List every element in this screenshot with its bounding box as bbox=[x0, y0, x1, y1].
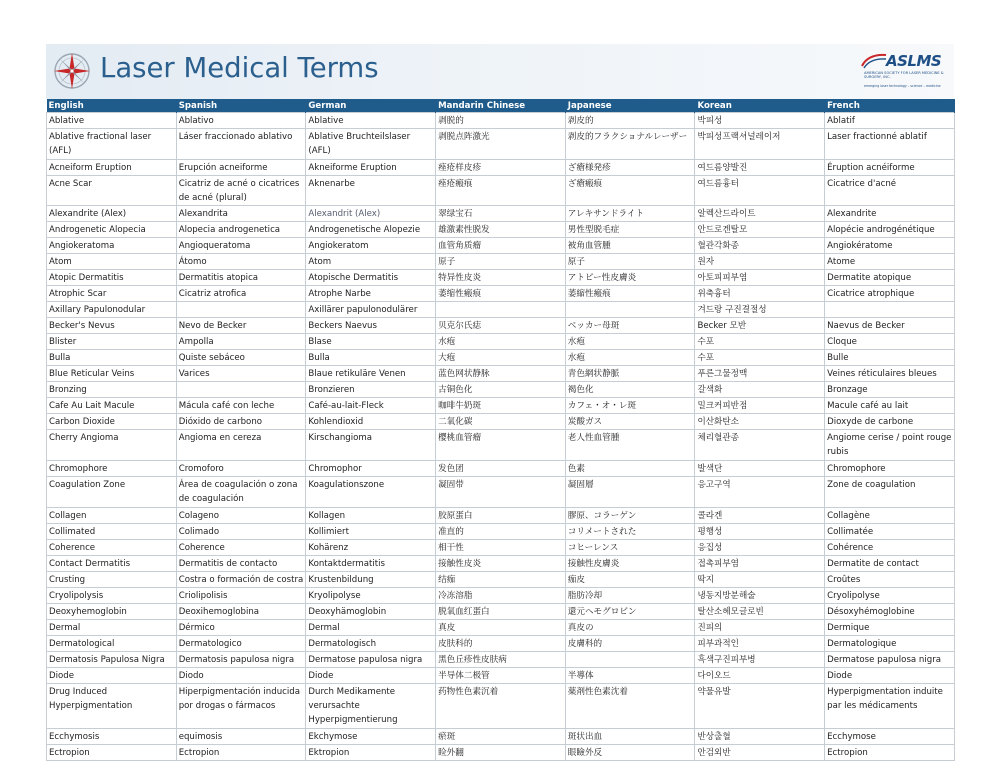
cell-english: Chromophore bbox=[47, 461, 177, 477]
cell-spanish: Nevo de Becker bbox=[176, 318, 306, 334]
page-header bbox=[46, 44, 954, 99]
cell-english: Dermatosis Papulosa Nigra bbox=[47, 651, 177, 667]
column-header-french: French bbox=[825, 99, 955, 113]
cell-english: Ablative bbox=[47, 113, 177, 129]
cell-spanish: Coherence bbox=[176, 539, 306, 555]
cell-spanish: Erupción acneiforme bbox=[176, 159, 306, 175]
cell-english: Bulla bbox=[47, 350, 177, 366]
cell-english: Deoxyhemoglobin bbox=[47, 603, 177, 619]
cell-french: Angiome cerise / point rouge rubis bbox=[825, 430, 955, 461]
cell-german: Bulla bbox=[306, 350, 436, 366]
table-row bbox=[47, 129, 955, 160]
column-header-german: German bbox=[306, 99, 436, 113]
cell-japanese: 被角血管腫 bbox=[565, 238, 695, 254]
column-header-korean: Korean bbox=[695, 99, 825, 113]
cell-german: Kryolipolyse bbox=[306, 587, 436, 603]
table-row bbox=[47, 507, 955, 523]
cell-english: Cherry Angioma bbox=[47, 430, 177, 461]
cell-mandarin: 真皮 bbox=[436, 619, 566, 635]
cell-korean: 흑색구진피부병 bbox=[695, 651, 825, 667]
cell-korean: 반상출혈 bbox=[695, 729, 825, 745]
cell-english: Collimated bbox=[47, 523, 177, 539]
cell-english: Alexandrite (Alex) bbox=[47, 206, 177, 222]
table-header-row bbox=[47, 99, 955, 113]
cell-korean: 발색단 bbox=[695, 461, 825, 477]
cell-german: Chromophor bbox=[306, 461, 436, 477]
cell-english: Acne Scar bbox=[47, 175, 177, 206]
cell-english: Axillary Papulonodular bbox=[47, 302, 177, 318]
cell-korean: 체리혈관종 bbox=[695, 430, 825, 461]
cell-spanish: Quiste sebáceo bbox=[176, 350, 306, 366]
table-body bbox=[47, 113, 955, 761]
cell-german: Deoxyhämoglobin bbox=[306, 603, 436, 619]
cell-mandarin: 剥脱的 bbox=[436, 113, 566, 129]
cell-english: Ectropion bbox=[47, 745, 177, 761]
cell-japanese: 半導体 bbox=[565, 667, 695, 683]
cell-french: Dermatose papulosa nigra bbox=[825, 651, 955, 667]
cell-korean: 다이오드 bbox=[695, 667, 825, 683]
cell-spanish: Dermatitis de contacto bbox=[176, 555, 306, 571]
cell-korean: 응집성 bbox=[695, 539, 825, 555]
cell-mandarin: 原子 bbox=[436, 254, 566, 270]
cell-french: Alopécie androgénétique bbox=[825, 222, 955, 238]
cell-french: Collagène bbox=[825, 507, 955, 523]
cell-mandarin: 大疱 bbox=[436, 350, 566, 366]
table-row bbox=[47, 523, 955, 539]
cell-mandarin: 结痂 bbox=[436, 571, 566, 587]
cell-mandarin: 黑色丘疹性皮肤病 bbox=[436, 651, 566, 667]
cell-french: Dioxyde de carbone bbox=[825, 414, 955, 430]
cell-english: Coagulation Zone bbox=[47, 477, 177, 508]
cell-japanese: 老人性血管腫 bbox=[565, 430, 695, 461]
table-row bbox=[47, 414, 955, 430]
cell-korean: 탈산소헤모글로빈 bbox=[695, 603, 825, 619]
table-row bbox=[47, 113, 955, 129]
cell-spanish: Angioma en cereza bbox=[176, 430, 306, 461]
table-row bbox=[47, 175, 955, 206]
table-row bbox=[47, 667, 955, 683]
cell-japanese: 炭酸ガス bbox=[565, 414, 695, 430]
cell-french: Atome bbox=[825, 254, 955, 270]
cell-korean: 수포 bbox=[695, 350, 825, 366]
cell-spanish bbox=[176, 302, 306, 318]
cell-spanish: Mácula café con leche bbox=[176, 398, 306, 414]
cell-french: Diode bbox=[825, 667, 955, 683]
cell-mandarin: 水疱 bbox=[436, 334, 566, 350]
logo-name: ASLMS bbox=[886, 52, 942, 70]
cell-korean: 여드름양발진 bbox=[695, 159, 825, 175]
cell-german: Kohlendioxid bbox=[306, 414, 436, 430]
table-row bbox=[47, 286, 955, 302]
cell-japanese: 青色網状静脈 bbox=[565, 366, 695, 382]
cell-mandarin: 接触性皮炎 bbox=[436, 555, 566, 571]
cell-german: Ablative Bruchteilslaser (AFL) bbox=[306, 129, 436, 160]
cell-german: Kirschangioma bbox=[306, 430, 436, 461]
cell-french: Éruption acnéiforme bbox=[825, 159, 955, 175]
cell-french: Veines réticulaires bleues bbox=[825, 366, 955, 382]
cell-english: Diode bbox=[47, 667, 177, 683]
cell-mandarin: 樱桃血管瘤 bbox=[436, 430, 566, 461]
cell-spanish: Hiperpigmentación inducida por drogas o fármacos bbox=[176, 683, 306, 729]
table-row bbox=[47, 350, 955, 366]
cell-japanese: 真皮の bbox=[565, 619, 695, 635]
cell-japanese: 眼瞼外反 bbox=[565, 745, 695, 761]
cell-korean: 이산화탄소 bbox=[695, 414, 825, 430]
cell-french: Croûtes bbox=[825, 571, 955, 587]
cell-french: Dermatite de contact bbox=[825, 555, 955, 571]
logo-tagline: emerging laser technology – science – medicine bbox=[864, 84, 941, 88]
column-header-english: English bbox=[47, 99, 177, 113]
cell-korean: 안검외반 bbox=[695, 745, 825, 761]
column-header-spanish: Spanish bbox=[176, 99, 306, 113]
cell-japanese bbox=[565, 302, 695, 318]
cell-german: Atrophe Narbe bbox=[306, 286, 436, 302]
cell-german: Aknenarbe bbox=[306, 175, 436, 206]
cell-french: Cryolipolyse bbox=[825, 587, 955, 603]
cell-japanese: 水疱 bbox=[565, 334, 695, 350]
cell-japanese: 男性型脱毛症 bbox=[565, 222, 695, 238]
cell-spanish: Alopecia androgenetica bbox=[176, 222, 306, 238]
cell-korean: 갈색화 bbox=[695, 382, 825, 398]
cell-french: Ecchymose bbox=[825, 729, 955, 745]
cell-german: Akneiforme Eruption bbox=[306, 159, 436, 175]
cell-korean: 수포 bbox=[695, 334, 825, 350]
cell-german: Atopische Dermatitis bbox=[306, 270, 436, 286]
cell-german: Kollimiert bbox=[306, 523, 436, 539]
cell-english: Ablative fractional laser (AFL) bbox=[47, 129, 177, 160]
cell-spanish: Cicatriz atrofica bbox=[176, 286, 306, 302]
table-row bbox=[47, 334, 955, 350]
cell-english: Blister bbox=[47, 334, 177, 350]
cell-french: Dermatite atopique bbox=[825, 270, 955, 286]
cell-spanish: Dióxido de carbono bbox=[176, 414, 306, 430]
cell-korean: 위축흉터 bbox=[695, 286, 825, 302]
cell-japanese: 還元ヘモグロビン bbox=[565, 603, 695, 619]
table-row bbox=[47, 571, 955, 587]
cell-mandarin: 血管角质瘤 bbox=[436, 238, 566, 254]
table-row bbox=[47, 555, 955, 571]
cell-mandarin: 睑外翻 bbox=[436, 745, 566, 761]
aslms-logo bbox=[856, 52, 944, 92]
table-row bbox=[47, 318, 955, 334]
cell-korean: 박피성프랙셔널레이저 bbox=[695, 129, 825, 160]
cell-japanese: 痂皮 bbox=[565, 571, 695, 587]
cell-spanish: equimosis bbox=[176, 729, 306, 745]
cell-mandarin: 准直的 bbox=[436, 523, 566, 539]
cell-mandarin: 贝克尔氏痣 bbox=[436, 318, 566, 334]
cell-japanese: ざ瘡様発疹 bbox=[565, 159, 695, 175]
cell-french: Ectropion bbox=[825, 745, 955, 761]
cell-french: Laser fractionné ablatif bbox=[825, 129, 955, 160]
table-row bbox=[47, 683, 955, 729]
cell-german: Dermal bbox=[306, 619, 436, 635]
cell-mandarin: 蓝色网状静脉 bbox=[436, 366, 566, 382]
cell-spanish: Ectropion bbox=[176, 745, 306, 761]
table-row bbox=[47, 651, 955, 667]
cell-korean: 겨드랑 구진결절성 bbox=[695, 302, 825, 318]
cell-japanese: アトピー性皮膚炎 bbox=[565, 270, 695, 286]
cell-mandarin: 咖啡牛奶斑 bbox=[436, 398, 566, 414]
cell-german: Blaue retikuläre Venen bbox=[306, 366, 436, 382]
cell-german: Durch Medikamente verursachte Hyperpigmentierung bbox=[306, 683, 436, 729]
cell-korean: 콜라겐 bbox=[695, 507, 825, 523]
cell-mandarin: 古铜色化 bbox=[436, 382, 566, 398]
cell-mandarin bbox=[436, 302, 566, 318]
cell-french: Dermique bbox=[825, 619, 955, 635]
cell-japanese: 脂肪冷却 bbox=[565, 587, 695, 603]
table-row bbox=[47, 270, 955, 286]
cell-german: Ektropion bbox=[306, 745, 436, 761]
cell-mandarin: 相干性 bbox=[436, 539, 566, 555]
cell-english: Contact Dermatitis bbox=[47, 555, 177, 571]
cell-french: Bronzage bbox=[825, 382, 955, 398]
cell-korean: 냉동지방분해술 bbox=[695, 587, 825, 603]
cell-french: Zone de coagulation bbox=[825, 477, 955, 508]
cell-english: Acneiform Eruption bbox=[47, 159, 177, 175]
cell-mandarin: 皮肤科的 bbox=[436, 635, 566, 651]
cell-japanese: 水疱 bbox=[565, 350, 695, 366]
cell-mandarin: 萎缩性瘢痕 bbox=[436, 286, 566, 302]
table-row bbox=[47, 477, 955, 508]
cell-german: Kollagen bbox=[306, 507, 436, 523]
cell-english: Atopic Dermatitis bbox=[47, 270, 177, 286]
cell-english: Cryolipolysis bbox=[47, 587, 177, 603]
cell-korean: 평행성 bbox=[695, 523, 825, 539]
cell-korean: 안드로겐탈모 bbox=[695, 222, 825, 238]
column-header-mandarin: Mandarin Chinese bbox=[436, 99, 566, 113]
cell-korean: 푸른그물정맥 bbox=[695, 366, 825, 382]
cell-spanish: Dermatosis papulosa nigra bbox=[176, 651, 306, 667]
column-header-japanese: Japanese bbox=[565, 99, 695, 113]
cell-spanish: Dermatitis atopica bbox=[176, 270, 306, 286]
cell-korean: 원자 bbox=[695, 254, 825, 270]
cell-mandarin: 脱氧血红蛋白 bbox=[436, 603, 566, 619]
logo-mark-icon bbox=[860, 52, 888, 70]
table-row bbox=[47, 382, 955, 398]
cell-french: Collimatée bbox=[825, 523, 955, 539]
table-row bbox=[47, 254, 955, 270]
cell-english: Crusting bbox=[47, 571, 177, 587]
cell-german: Beckers Naevus bbox=[306, 318, 436, 334]
cell-japanese: 膠原、コラーゲン bbox=[565, 507, 695, 523]
table-row bbox=[47, 461, 955, 477]
cell-spanish: Ablativo bbox=[176, 113, 306, 129]
cell-spanish: Cromoforo bbox=[176, 461, 306, 477]
cell-spanish: Criolipolisis bbox=[176, 587, 306, 603]
cell-spanish: Colimado bbox=[176, 523, 306, 539]
cell-spanish: Costra o formación de costra bbox=[176, 571, 306, 587]
table-row bbox=[47, 745, 955, 761]
cell-english: Carbon Dioxide bbox=[47, 414, 177, 430]
cell-german: Axillärer papulonodulärer bbox=[306, 302, 436, 318]
table-row bbox=[47, 398, 955, 414]
cell-japanese: 色素 bbox=[565, 461, 695, 477]
table-row bbox=[47, 603, 955, 619]
cell-english: Dermatological bbox=[47, 635, 177, 651]
cell-japanese: カフェ・オ・レ斑 bbox=[565, 398, 695, 414]
cell-spanish: Láser fraccionado ablativo bbox=[176, 129, 306, 160]
cell-french: Cohérence bbox=[825, 539, 955, 555]
cell-english: Drug Induced Hyperpigmentation bbox=[47, 683, 177, 729]
cell-japanese: 剥皮的 bbox=[565, 113, 695, 129]
terms-table bbox=[46, 99, 955, 761]
cell-english: Androgenetic Alopecia bbox=[47, 222, 177, 238]
cell-japanese: ベッカー母斑 bbox=[565, 318, 695, 334]
cell-korean: 피부과적인 bbox=[695, 635, 825, 651]
cell-japanese: 萎縮性瘢痕 bbox=[565, 286, 695, 302]
cell-korean: 여드름흉터 bbox=[695, 175, 825, 206]
cell-mandarin: 药物性色素沉着 bbox=[436, 683, 566, 729]
table-row bbox=[47, 619, 955, 635]
cell-german: Blase bbox=[306, 334, 436, 350]
cell-french: Hyperpigmentation induite par les médicaments bbox=[825, 683, 955, 729]
logo-subtitle: AMERICAN SOCIETY FOR LASER MEDICINE & SURGERY, INC. bbox=[864, 71, 944, 80]
cell-korean: 밀크커피반점 bbox=[695, 398, 825, 414]
cell-mandarin: 特异性皮炎 bbox=[436, 270, 566, 286]
cell-korean: 접촉피부염 bbox=[695, 555, 825, 571]
cell-german: Atom bbox=[306, 254, 436, 270]
cell-japanese: コヒーレンス bbox=[565, 539, 695, 555]
cell-english: Collagen bbox=[47, 507, 177, 523]
cell-japanese: アレキサンドライト bbox=[565, 206, 695, 222]
cell-korean: Becker 모반 bbox=[695, 318, 825, 334]
cell-german: Androgenetische Alopezie bbox=[306, 222, 436, 238]
cell-french: Ablatif bbox=[825, 113, 955, 129]
cell-spanish: Ampolla bbox=[176, 334, 306, 350]
cell-german: Alexandrit (Alex) bbox=[306, 206, 436, 222]
cell-english: Becker's Nevus bbox=[47, 318, 177, 334]
cell-mandarin: 瘀斑 bbox=[436, 729, 566, 745]
cell-japanese: 褐色化 bbox=[565, 382, 695, 398]
cell-french bbox=[825, 302, 955, 318]
cell-french: Dermatologique bbox=[825, 635, 955, 651]
cell-japanese: 接触性皮膚炎 bbox=[565, 555, 695, 571]
cell-mandarin: 雄激素性脱发 bbox=[436, 222, 566, 238]
cell-english: Dermal bbox=[47, 619, 177, 635]
cell-mandarin: 痤疮瘢痕 bbox=[436, 175, 566, 206]
cell-german: Ekchymose bbox=[306, 729, 436, 745]
cell-mandarin: 痤疮样皮疹 bbox=[436, 159, 566, 175]
cell-japanese: 原子 bbox=[565, 254, 695, 270]
cell-french: Alexandrite bbox=[825, 206, 955, 222]
cell-english: Coherence bbox=[47, 539, 177, 555]
table-row bbox=[47, 539, 955, 555]
cell-german: Krustenbildung bbox=[306, 571, 436, 587]
cell-german: Ablative bbox=[306, 113, 436, 129]
cell-german: Dermatologisch bbox=[306, 635, 436, 651]
cell-english: Blue Reticular Veins bbox=[47, 366, 177, 382]
cell-korean: 혈관각화종 bbox=[695, 238, 825, 254]
cell-japanese: 薬剤性色素沈着 bbox=[565, 683, 695, 729]
cell-french: Macule café au lait bbox=[825, 398, 955, 414]
cell-korean: 박피성 bbox=[695, 113, 825, 129]
table-row bbox=[47, 222, 955, 238]
cell-mandarin: 发色团 bbox=[436, 461, 566, 477]
table-row bbox=[47, 302, 955, 318]
cell-english: Cafe Au Lait Macule bbox=[47, 398, 177, 414]
cell-spanish: Dermatologico bbox=[176, 635, 306, 651]
cell-spanish: Alexandrita bbox=[176, 206, 306, 222]
page-title: Laser Medical Terms bbox=[100, 52, 379, 84]
table-row bbox=[47, 729, 955, 745]
cell-german: Koagulationszone bbox=[306, 477, 436, 508]
cell-english: Bronzing bbox=[47, 382, 177, 398]
table-row bbox=[47, 206, 955, 222]
cell-german: Café-au-lait-Fleck bbox=[306, 398, 436, 414]
cell-french: Angiokératome bbox=[825, 238, 955, 254]
cell-german: Angiokeratom bbox=[306, 238, 436, 254]
cell-english: Atom bbox=[47, 254, 177, 270]
cell-mandarin: 冷冻溶脂 bbox=[436, 587, 566, 603]
table-row bbox=[47, 635, 955, 651]
table-row bbox=[47, 366, 955, 382]
cell-mandarin: 半导体二极管 bbox=[436, 667, 566, 683]
cell-japanese: 斑状出血 bbox=[565, 729, 695, 745]
cell-japanese: 剥皮的フラクショナルレーザー bbox=[565, 129, 695, 160]
cell-german: Kohärenz bbox=[306, 539, 436, 555]
cell-spanish: Átomo bbox=[176, 254, 306, 270]
cell-french: Cicatrice d'acné bbox=[825, 175, 955, 206]
cell-spanish: Diodo bbox=[176, 667, 306, 683]
table-row bbox=[47, 587, 955, 603]
cell-spanish: Varices bbox=[176, 366, 306, 382]
cell-french: Cloque bbox=[825, 334, 955, 350]
cell-german: Bronzieren bbox=[306, 382, 436, 398]
cell-korean: 응고구역 bbox=[695, 477, 825, 508]
cell-japanese: 皮膚科的 bbox=[565, 635, 695, 651]
table-row bbox=[47, 159, 955, 175]
cell-spanish: Deoxihemoglobina bbox=[176, 603, 306, 619]
cell-english: Angiokeratoma bbox=[47, 238, 177, 254]
cell-japanese bbox=[565, 651, 695, 667]
table-row bbox=[47, 238, 955, 254]
cell-english: Ecchymosis bbox=[47, 729, 177, 745]
cell-french: Désoxyhémoglobine bbox=[825, 603, 955, 619]
cell-french: Bulle bbox=[825, 350, 955, 366]
cell-french: Cicatrice atrophique bbox=[825, 286, 955, 302]
cell-german: Diode bbox=[306, 667, 436, 683]
cell-spanish: Colageno bbox=[176, 507, 306, 523]
cell-spanish: Dérmico bbox=[176, 619, 306, 635]
cell-spanish: Cicatriz de acné o cicatrices de acné (plural) bbox=[176, 175, 306, 206]
cell-spanish: Área de coagulación o zona de coagulación bbox=[176, 477, 306, 508]
cell-spanish: Angioqueratoma bbox=[176, 238, 306, 254]
cell-mandarin: 剥脱点阵激光 bbox=[436, 129, 566, 160]
cell-mandarin: 凝固带 bbox=[436, 477, 566, 508]
compass-icon bbox=[52, 51, 92, 91]
cell-mandarin: 二氧化碳 bbox=[436, 414, 566, 430]
cell-japanese: ざ瘡瘢痕 bbox=[565, 175, 695, 206]
cell-mandarin: 翠绿宝石 bbox=[436, 206, 566, 222]
cell-mandarin: 胶原蛋白 bbox=[436, 507, 566, 523]
cell-korean: 진피의 bbox=[695, 619, 825, 635]
cell-korean: 아토피피부염 bbox=[695, 270, 825, 286]
cell-english: Atrophic Scar bbox=[47, 286, 177, 302]
cell-german: Kontaktdermatitis bbox=[306, 555, 436, 571]
cell-german: Dermatose papulosa nigra bbox=[306, 651, 436, 667]
cell-korean: 약물유발 bbox=[695, 683, 825, 729]
cell-japanese: 凝固層 bbox=[565, 477, 695, 508]
cell-korean: 알렉산드라이트 bbox=[695, 206, 825, 222]
cell-spanish bbox=[176, 382, 306, 398]
table-row bbox=[47, 430, 955, 461]
cell-french: Chromophore bbox=[825, 461, 955, 477]
cell-french: Naevus de Becker bbox=[825, 318, 955, 334]
cell-korean: 딱지 bbox=[695, 571, 825, 587]
cell-japanese: コリメートされた bbox=[565, 523, 695, 539]
